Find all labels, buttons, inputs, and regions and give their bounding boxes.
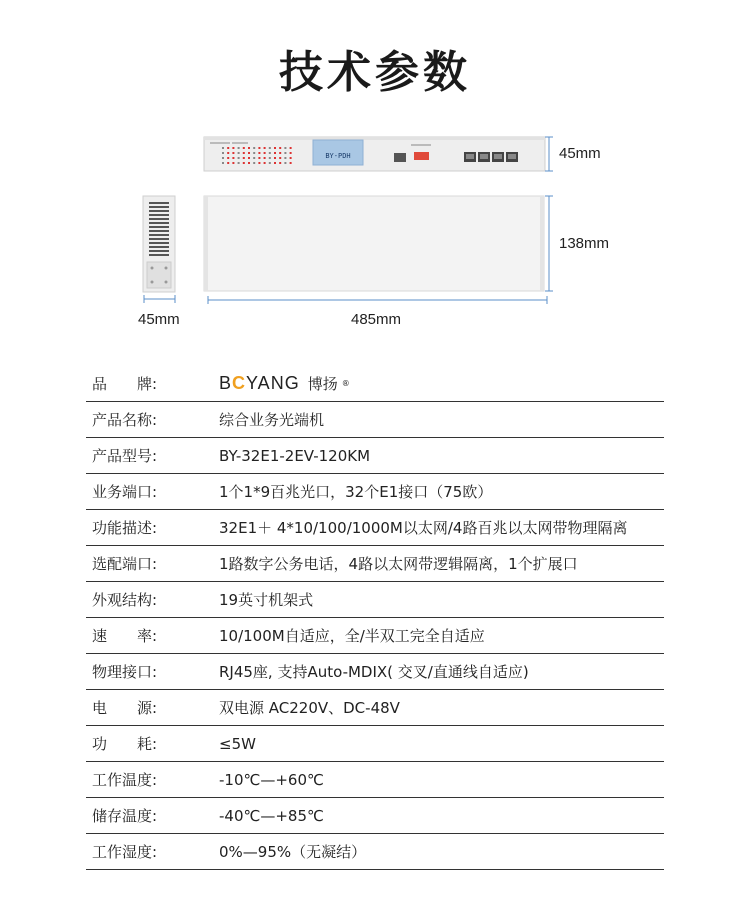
spec-row: [86, 726, 664, 762]
spec-row: [86, 762, 664, 798]
dim-height-label: 45mm: [559, 145, 601, 162]
led-indicator: [232, 157, 234, 159]
spec-row: [86, 438, 664, 474]
spec-value: 1路数字公务电话，4路以太网带逻辑隔离，1个扩展口: [219, 555, 578, 573]
spec-row: [86, 582, 664, 618]
led-indicator: [232, 147, 234, 149]
led-indicator: [284, 157, 286, 159]
led-indicator: [243, 157, 245, 159]
spec-row: [86, 654, 664, 690]
led-indicator: [279, 162, 281, 164]
dip-switch: [414, 152, 429, 160]
spec-label: 功能描述:: [92, 519, 158, 537]
led-indicator: [238, 147, 240, 149]
led-indicator: [279, 152, 281, 154]
spec-value: -10℃—+60℃: [219, 770, 324, 789]
led-indicator: [248, 162, 250, 164]
led-indicator: [274, 162, 276, 164]
spec-table: [86, 366, 664, 870]
led-indicator: [222, 162, 224, 164]
spec-row-brand: [86, 366, 664, 402]
led-indicator: [253, 157, 255, 159]
led-indicator: [279, 157, 281, 159]
spec-row: [86, 798, 664, 834]
page-title: 技术参数: [279, 47, 471, 98]
led-indicator: [258, 157, 260, 159]
spec-value: 1个1*9百兆光口，32个E1接口（75欧）: [219, 483, 493, 501]
led-indicator: [238, 157, 240, 159]
dim-width-label: 485mm: [351, 311, 402, 328]
spec-value: 19英寸机架式: [219, 591, 314, 609]
vent-slot: [149, 218, 169, 220]
vent-slot: [149, 250, 169, 252]
spec-row: [86, 834, 664, 870]
led-indicator: [290, 157, 292, 159]
spec-row: [86, 402, 664, 438]
vent-slot: [149, 226, 169, 228]
spec-row: [86, 474, 664, 510]
front-label-text: BY-PDH: [325, 152, 351, 160]
spec-label: 功 耗:: [92, 735, 158, 753]
spec-value: 双电源 AC220V、DC-48V: [219, 699, 400, 717]
led-indicator: [222, 157, 224, 159]
led-indicator: [269, 152, 271, 154]
spec-value: 0%—95%（无凝结）: [219, 843, 367, 861]
led-indicator: [227, 152, 229, 154]
led-indicator: [269, 162, 271, 164]
led-indicator: [227, 162, 229, 164]
led-indicator: [284, 147, 286, 149]
side-view: [143, 196, 175, 303]
led-indicator: [222, 152, 224, 154]
spec-label: 速 率:: [92, 627, 158, 645]
led-indicator: [290, 162, 292, 164]
brand-logo: BCYANG 博扬 ®: [219, 373, 350, 393]
led-indicator: [264, 157, 266, 159]
led-indicator: [258, 162, 260, 164]
spec-value: 10/100M自适应，全/半双工完全自适应: [219, 627, 485, 645]
spec-label: 电 源:: [92, 699, 158, 717]
spec-row: [86, 618, 664, 654]
top-view: [204, 196, 553, 304]
spec-row: [86, 690, 664, 726]
vent-slot: [149, 242, 169, 244]
vent-slot: [149, 214, 169, 216]
led-indicator: [290, 152, 292, 154]
vent-slot: [149, 246, 169, 248]
led-indicator: [258, 152, 260, 154]
led-indicator: [238, 152, 240, 154]
spec-label: 业务端口:: [92, 483, 158, 501]
led-indicator: [258, 147, 260, 149]
spec-label: 工作温度:: [92, 771, 158, 789]
led-indicator: [248, 157, 250, 159]
led-indicator: [269, 147, 271, 149]
vent-slot: [149, 254, 169, 256]
spec-value: -40℃—+85℃: [219, 806, 324, 825]
spec-value: 32E1＋ 4*10/100/1000M以太网/4路百兆以太网带物理隔离: [219, 519, 628, 537]
led-indicator: [253, 147, 255, 149]
vent-slot: [149, 206, 169, 208]
spec-label: 工作湿度:: [92, 843, 158, 861]
vent-slot: [149, 234, 169, 236]
led-indicator: [248, 147, 250, 149]
vent-slot: [149, 210, 169, 212]
led-indicator: [284, 162, 286, 164]
led-indicator: [274, 152, 276, 154]
led-indicator: [274, 147, 276, 149]
spec-label: 选配端口:: [92, 555, 158, 573]
spec-row: [86, 510, 664, 546]
spec-label: 产品型号:: [92, 447, 158, 465]
spec-label: 物理接口:: [92, 663, 158, 681]
spec-row: [86, 546, 664, 582]
console-port: [394, 153, 406, 162]
spec-label: 储存温度:: [92, 807, 158, 825]
led-indicator: [284, 152, 286, 154]
led-indicator: [253, 152, 255, 154]
vent-slot: [149, 238, 169, 240]
dim-depth-label: 138mm: [559, 235, 610, 252]
led-indicator: [238, 162, 240, 164]
spec-label: 产品名称:: [92, 411, 158, 429]
dim-side-width-label: 45mm: [138, 311, 180, 328]
led-indicator: [227, 157, 229, 159]
led-indicator: [232, 162, 234, 164]
led-indicator: [243, 152, 245, 154]
led-indicator: [243, 147, 245, 149]
vent-slot: [149, 230, 169, 232]
led-indicator: [253, 162, 255, 164]
led-indicator: [248, 152, 250, 154]
led-indicator: [227, 147, 229, 149]
led-indicator: [264, 162, 266, 164]
spec-value: RJ45座, 支持Auto-MDIX( 交叉/直通线自适应): [219, 663, 529, 681]
vent-slot: [149, 222, 169, 224]
spec-label: 品 牌:: [92, 375, 158, 393]
led-indicator: [274, 157, 276, 159]
vent-slot: [149, 202, 169, 204]
front-panel: [204, 137, 553, 171]
led-indicator: [264, 152, 266, 154]
led-indicator: [232, 152, 234, 154]
spec-label: 外观结构:: [92, 591, 158, 609]
led-indicator: [264, 147, 266, 149]
spec-value: 综合业务光端机: [219, 411, 325, 429]
led-indicator: [222, 147, 224, 149]
led-indicator: [290, 147, 292, 149]
spec-value: ≤5W: [219, 734, 256, 753]
spec-value: BY-32E1-2EV-120KM: [219, 446, 371, 465]
led-indicator: [279, 147, 281, 149]
device-drawing: [0, 0, 750, 340]
led-indicator: [243, 162, 245, 164]
led-indicator: [269, 157, 271, 159]
